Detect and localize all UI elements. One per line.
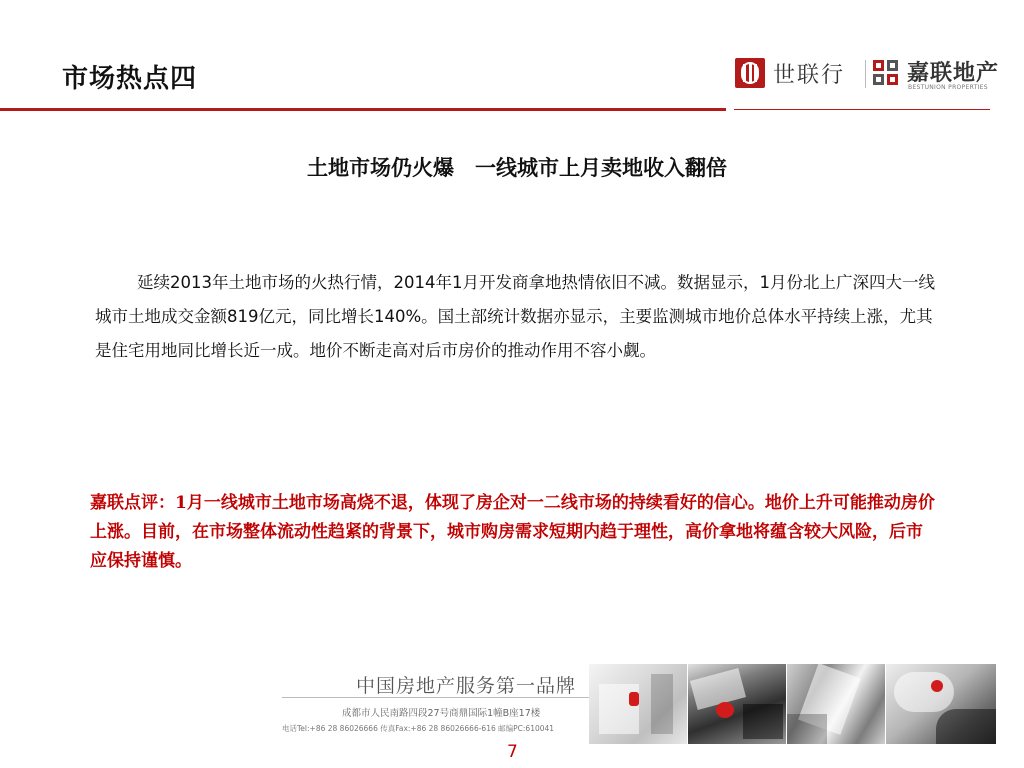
page-number: 7 <box>507 742 518 762</box>
header-rule-thin <box>734 109 990 110</box>
shiliang-logo-icon <box>735 58 765 88</box>
logo-secondary-subtext: BESTUNION PROPERTIES <box>908 84 988 91</box>
header-rule <box>0 108 726 111</box>
footer-photo-blueprint <box>787 664 885 744</box>
footer-address: 成都市人民南路四段27号商鼎国际1幢B座17楼 <box>342 708 541 719</box>
footer-photo-chess <box>886 664 996 744</box>
comment-paragraph: 嘉联点评：1月一线城市土地市场高烧不退，体现了房企对一二线市场的持续看好的信心。地价上升可能推动房价上涨。目前，在市场整体流动性趋紧的背景下，城市购房需求短期内趋于理性，高价拿地将蕴含较大风险，后市应保持谨慎。 <box>90 493 935 571</box>
footer-photo-office <box>589 664 687 744</box>
body-paragraph: 延续2013年土地市场的火热行情，2014年1月开发商拿地热情依旧不减。数据显示，1月份北上广深四大一线城市土地成交金额819亿元，同比增长140%。国土部统计数据亦显示，主要监测城市地价总体水平持续上涨，尤其是住宅用地同比增长近一成。地价不断走高对后市房价的推动作用不容小觑。 <box>95 273 935 360</box>
logo-primary-text: 世联行 <box>773 63 846 88</box>
footer-contact: 电话Tel:+86 28 86026666 传真Fax:+86 28 86026666-616 邮编PC:610041 <box>282 724 555 733</box>
headline: 土地市场仍火爆 一线城市上月卖地收入翻倍 <box>307 156 727 180</box>
logo-secondary-text: 嘉联地产 <box>907 61 1000 86</box>
jialian-logo-icon <box>873 60 901 88</box>
page-title: 市场热点四 <box>62 64 198 94</box>
footer-slogan: 中国房地产服务第一品牌 <box>356 675 577 697</box>
logo-divider <box>865 60 866 88</box>
footer-photo-documents <box>688 664 786 744</box>
footer-divider <box>282 697 592 698</box>
